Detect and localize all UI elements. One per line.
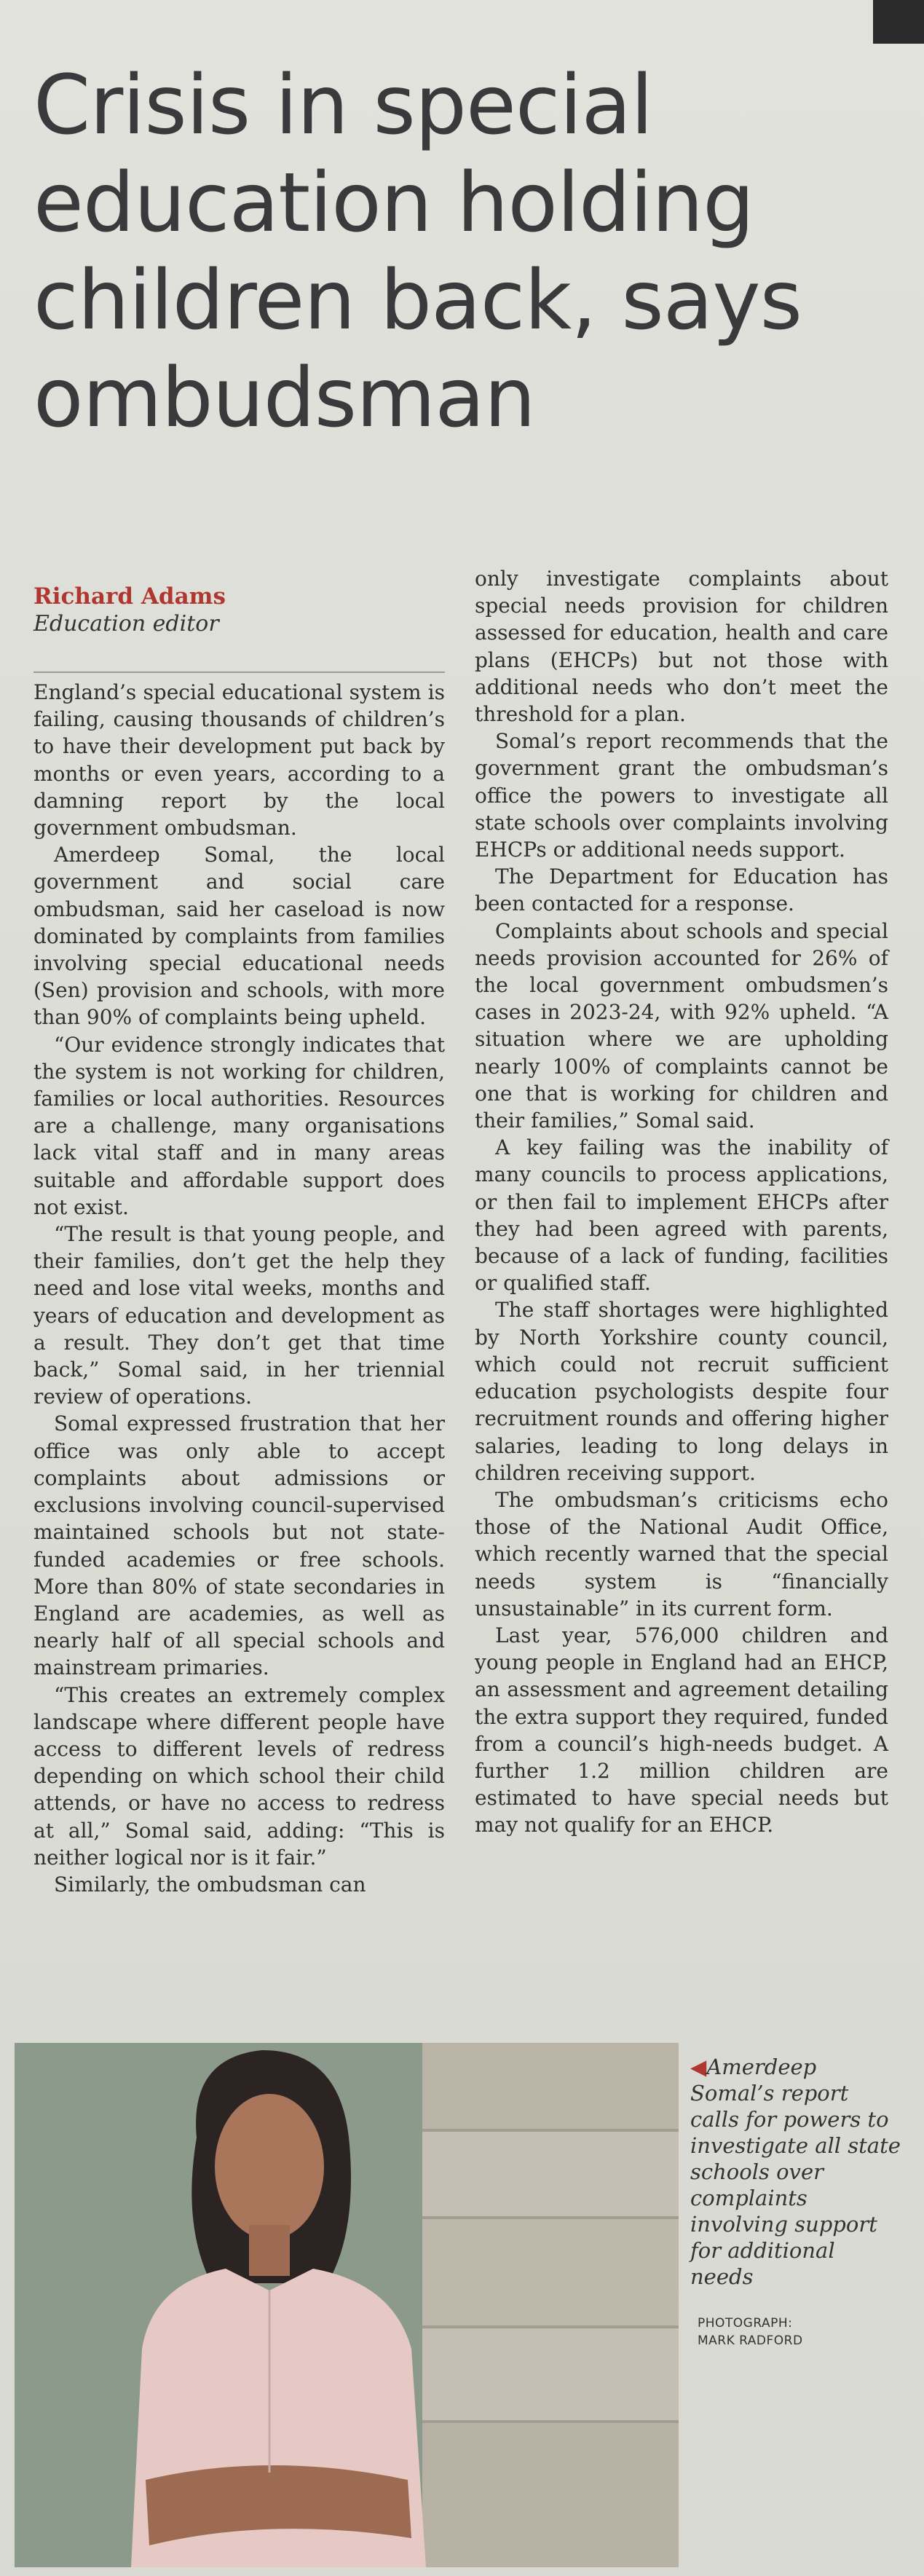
paragraph: only investigate complaints about special needs provision for children assessed for education, health and care plans (EHCPs) but not those with additional needs who don’t meet the threshold for a plan. xyxy=(475,567,888,727)
photo-credit xyxy=(698,2315,901,2349)
article-column-2 xyxy=(475,565,888,1839)
paragraph: Somal expressed frustration that her office was only able to accept complaints about admissions or exclusions involving council-supervised maintained schools but not state-funded academies or free schools. More than 80% of state secondaries in England are academies, as well as nearly half of all special schools and mainstream primaries. xyxy=(33,1411,445,1680)
paragraph: “This creates an extremely complex landscape where different people have access to different levels of redress depending on which school their child attends, or have no access to redress at all,” Somal said, adding: “This is neither logical nor is it fair.” xyxy=(33,1682,445,1870)
paragraph: Amerdeep Somal, the local government and social care ombudsman, said her caseload is now dominated by complaints from families involving special educational needs (Sen) provision and schools, with more than 90% of complaints being upheld. xyxy=(33,843,445,1030)
portrait-photo xyxy=(15,2043,679,2567)
paragraph: England’s special educational system is failing, causing thousands of children’s to have their development put back by months or even years, according to a damning report by the local government ombudsman. xyxy=(33,680,445,840)
author-name: Richard Adams xyxy=(33,583,226,610)
article-column-1 xyxy=(33,679,445,1898)
paragraph: A key failing was the inability of many councils to process applications, or then fail to implement EHCPs after they had been agreed with parents, because of a lack of funding, facilities or qualified staff. xyxy=(475,1135,888,1296)
headline: Crisis in special education holding children back, says ombudsman xyxy=(33,58,802,446)
credit-label: PHOTOGRAPH: xyxy=(698,2316,793,2331)
portrait-illustration xyxy=(15,2043,679,2567)
paragraph: Last year, 576,000 children and young people in England had an EHCP, an assessment and agreement detailing the extra support they required, funded from a council’s high-needs budget. A further 1.2 million children are estimated to have special needs but may not qualify for an EHCP. xyxy=(475,1623,888,1838)
caption-text: Amerdeep Somal’s report calls for powers to investigate all state schools over complaints involving support for additional needs xyxy=(690,2055,901,2289)
page-corner-shadow xyxy=(873,0,924,44)
byline-divider xyxy=(33,671,445,673)
paragraph: The Department for Education has been contacted for a response. xyxy=(475,864,888,916)
paragraph: Similarly, the ombudsman can xyxy=(54,1872,366,1896)
caption-arrow-icon: ◀ xyxy=(690,2055,707,2079)
paragraph: Somal’s report recommends that the government grant the ombudsman’s office the powers to investigate all state schools over complaints involving EHCPs or additional needs support. xyxy=(475,729,888,862)
photo-caption xyxy=(690,2054,901,2290)
paragraph: “The result is that young people, and their families, don’t get the help they need and lose vital weeks, months and years of education and development as a result. They don’t get that time back,” Somal said, in her triennial review of operations. xyxy=(33,1222,445,1409)
paragraph: “Our evidence strongly indicates that the system is not working for children, families or local authorities. Resources are a challenge, many organisations lack vital staff and in many areas suitable and affordable support does not exist. xyxy=(33,1032,445,1219)
author-role: Education editor xyxy=(33,611,219,637)
byline xyxy=(33,583,456,638)
credit-name: MARK RADFORD xyxy=(698,2333,803,2348)
paragraph: The ombudsman’s criticisms echo those of the National Audit Office, which recently warned that the special needs system is “financially unsustainable” in its current form. xyxy=(475,1487,888,1620)
paragraph: The staff shortages were highlighted by North Yorkshire county council, which could not recruit sufficient education psychologists despite four recruitment rounds and offering higher salaries, leading to long delays in children receiving support. xyxy=(475,1298,888,1485)
paragraph: Complaints about schools and special needs provision accounted for 26% of the local government ombudsmen’s cases in 2023-24, with 92% upheld. “A situation where we are upholding nearly 100% of complaints cannot be one that is working for children and their families,” Somal said. xyxy=(475,918,888,1133)
